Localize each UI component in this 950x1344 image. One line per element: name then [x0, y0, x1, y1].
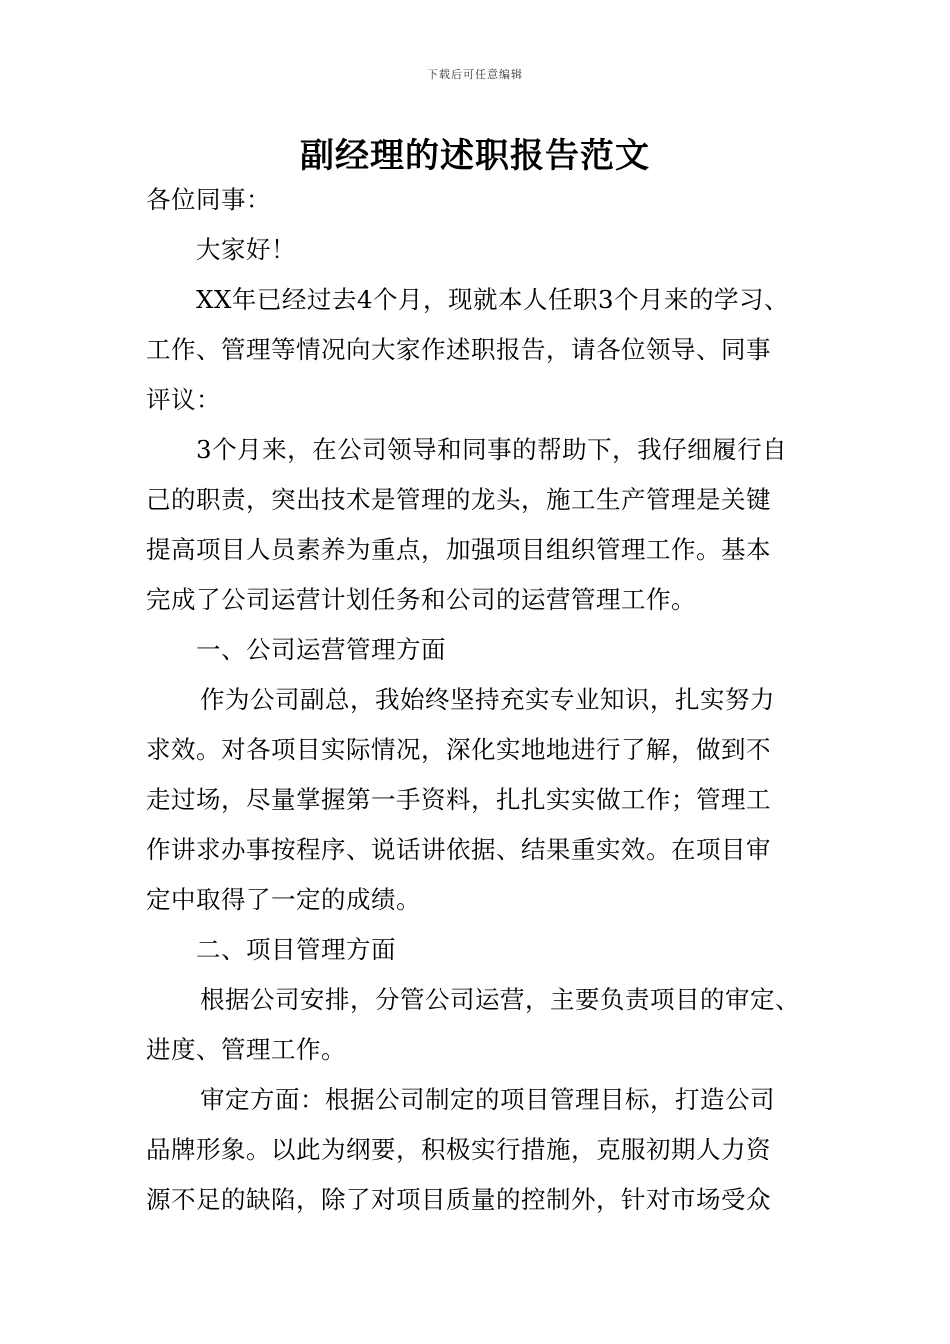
document-body	[146, 175, 836, 1225]
paragraph-line: 3个月来，在公司领导和同事的帮助下，我仔细履行自	[196, 435, 788, 464]
greeting: 大家好！	[196, 235, 296, 264]
paragraph-line: 评议：	[146, 385, 221, 414]
paragraph-line: XX年已经过去4个月，现就本人任职3个月来的学习、	[196, 285, 790, 314]
paragraph-line: 走过场，尽量掌握第一手资料，扎扎实实做工作；管理工	[146, 785, 771, 814]
paragraph-line: 定中取得了一定的成绩。	[146, 885, 421, 914]
paragraph-line: 品牌形象。以此为纲要，积极实行措施，克服初期人力资	[146, 1135, 771, 1164]
paragraph-line: 完成了公司运营计划任务和公司的运营管理工作。	[146, 585, 696, 614]
paragraph-line: 源不足的缺陷，除了对项目质量的控制外，针对市场受众	[146, 1185, 771, 1214]
paragraph-line: 求效。对各项目实际情况，深化实地地进行了解，做到不	[146, 735, 771, 764]
header-note: 下载后可任意编辑	[427, 68, 523, 81]
document-title: 副经理的述职报告范文	[300, 136, 650, 176]
salutation: 各位同事：	[146, 185, 271, 214]
paragraph-line: 根据公司安排，分管公司运营，主要负责项目的审定、	[200, 985, 800, 1014]
paragraph-line: 工作、管理等情况向大家作述职报告，请各位领导、同事	[146, 335, 771, 364]
section-heading: 一、公司运营管理方面	[196, 635, 446, 664]
paragraph-line: 提高项目人员素养为重点，加强项目组织管理工作。基本	[146, 535, 771, 564]
paragraph-line: 作为公司副总，我始终坚持充实专业知识，扎实努力	[200, 685, 775, 714]
section-heading: 二、项目管理方面	[196, 935, 396, 964]
paragraph-line: 作讲求办事按程序、说话讲依据、结果重实效。在项目审	[146, 835, 771, 864]
paragraph-line: 进度、管理工作。	[146, 1035, 346, 1064]
paragraph-line: 审定方面：根据公司制定的项目管理目标，打造公司	[200, 1085, 775, 1114]
paragraph-line: 己的职责，突出技术是管理的龙头，施工生产管理是关键	[146, 485, 771, 514]
